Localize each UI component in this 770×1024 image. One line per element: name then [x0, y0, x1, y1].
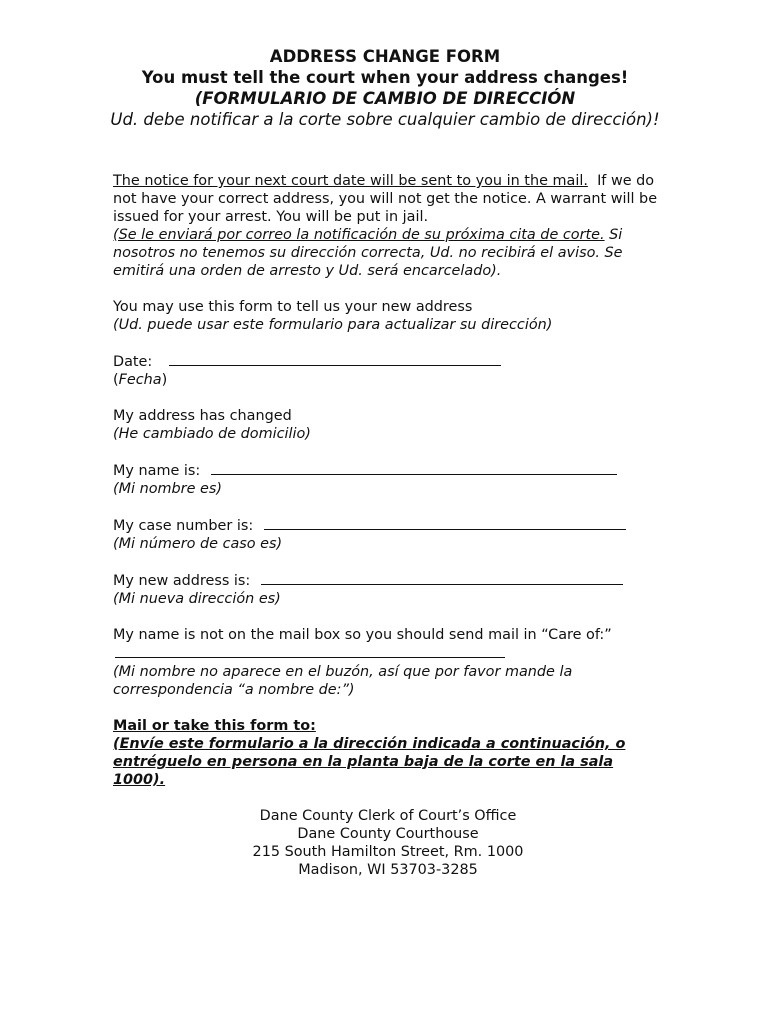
case-number-label: My case number is: [113, 518, 254, 534]
address-changed-text: My address has changed [113, 408, 292, 424]
city-state-zip: Madison, WI 53703-3285 [298, 862, 478, 878]
paren-close: ) [161, 372, 168, 388]
form-header [100, 46, 670, 130]
notice-underlined-spanish: (Se le enviará por correo la notificación de su próxima cita de corte. [113, 227, 605, 243]
name-label-spanish: (Mi nombre es) [113, 481, 222, 497]
notice-paragraph-spanish [113, 226, 663, 280]
paren-open: ( [113, 372, 119, 388]
date-field [113, 352, 663, 371]
new-address-field [113, 571, 663, 590]
notice-rest-spanish: Si nosotros no tenemos su dirección correcta, Ud. no recibirá el aviso. Se emitirá una orden de arresto y Ud. será encarcelado). [113, 227, 623, 279]
fecha-text: Fecha [118, 372, 162, 388]
form-subtitle-spanish: Ud. debe notificar a la corte sobre cualquier cambio de dirección)! [110, 110, 660, 129]
new-address-input-line[interactable] [261, 571, 623, 585]
clerk-office: Dane County Clerk of Court’s Office [259, 808, 517, 824]
courthouse: Dane County Courthouse [297, 826, 479, 842]
case-number-input-line[interactable] [264, 516, 626, 530]
form-title-spanish: (FORMULARIO DE CAMBIO DE DIRECCIÓN [194, 89, 576, 108]
mail-heading: Mail or take this form to: [113, 718, 316, 734]
name-label: My name is: [113, 463, 201, 479]
new-address-label-spanish: (Mi nueva dirección es) [113, 591, 281, 607]
date-label: Date: [113, 354, 153, 370]
form-title: ADDRESS CHANGE FORM [269, 47, 501, 66]
mailing-address-block [113, 807, 663, 879]
care-of-input-line[interactable] [115, 644, 505, 658]
form-body [113, 172, 663, 879]
new-address-label: My new address is: [113, 573, 251, 589]
care-of-label: My name is not on the mail box so you should send mail in “Care of:” [113, 627, 612, 643]
mail-heading-spanish: (Envíe este formulario a la dirección indicada a continuación, o entréguelo en persona en la planta baja de la corte en la sala 1000). [113, 736, 626, 788]
date-label-spanish [113, 371, 663, 389]
intro-text: You may use this form to tell us your new address [113, 299, 473, 315]
case-number-label-spanish: (Mi número de caso es) [113, 536, 283, 552]
notice-underlined: The notice for your next court date will be sent to you in the mail. [113, 173, 588, 189]
street-address: 215 South Hamilton Street, Rm. 1000 [252, 844, 524, 860]
name-field [113, 461, 663, 480]
date-input-line[interactable] [169, 352, 501, 366]
name-input-line[interactable] [211, 461, 617, 475]
case-number-field [113, 516, 663, 535]
notice-rest: If we do not have your correct address, you will not get the notice. A warrant will be issued for your arrest. You will be put in jail. [113, 173, 658, 225]
address-changed-text-spanish: (He cambiado de domicilio) [113, 426, 311, 442]
form-subtitle: You must tell the court when your address changes! [141, 68, 629, 87]
care-of-field [113, 626, 663, 663]
intro-text-spanish: (Ud. puede usar este formulario para actualizar su dirección) [113, 317, 553, 333]
care-of-label-spanish: (Mi nombre no aparece en el buzón, así que por favor mande la correspondencia “a nombre de:”) [113, 664, 573, 698]
notice-paragraph [113, 172, 663, 226]
